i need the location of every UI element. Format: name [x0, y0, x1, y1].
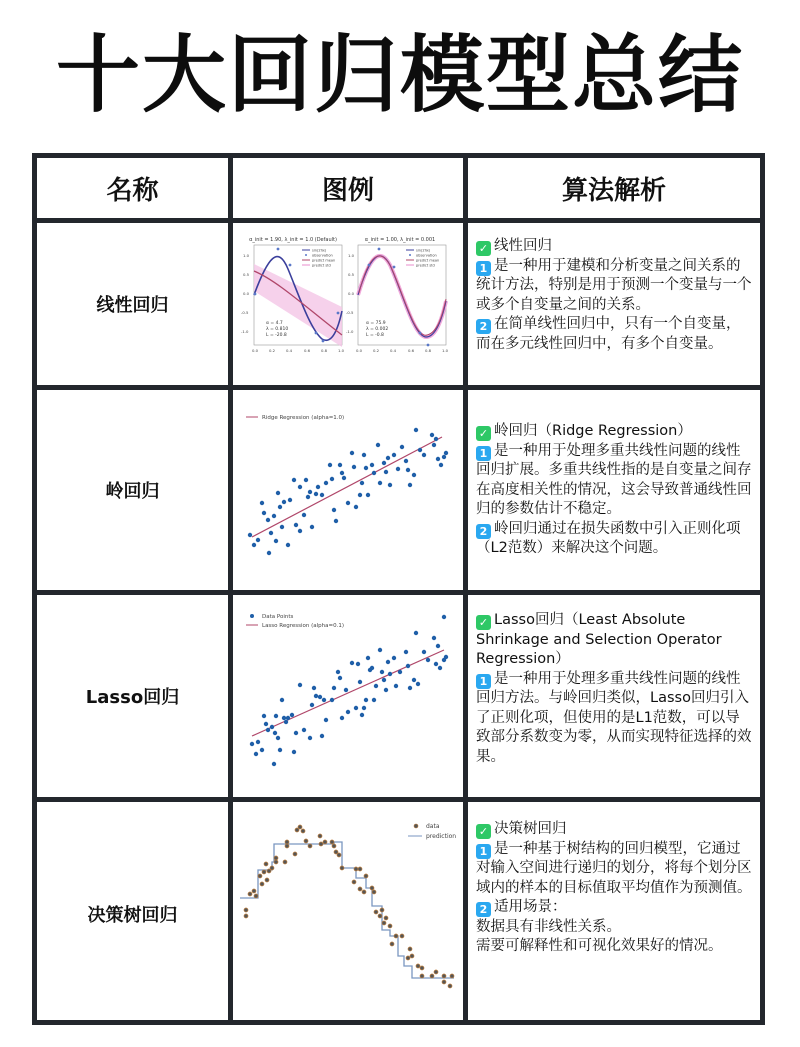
svg-text:sin(2πx): sin(2πx): [416, 248, 431, 253]
svg-text:0.5: 0.5: [243, 272, 250, 277]
ridge-scatter-plot: [238, 395, 458, 585]
svg-text:1.0: 1.0: [243, 253, 250, 258]
svg-text:observation: observation: [416, 253, 437, 258]
number-1-icon: 1: [476, 844, 491, 859]
svg-text:α = 4.7: α = 4.7: [266, 321, 283, 326]
svg-text:0.0: 0.0: [356, 348, 363, 353]
svg-text:observation: observation: [312, 253, 333, 258]
number-2-icon: 2: [476, 319, 491, 334]
svg-text:0.4: 0.4: [390, 348, 397, 353]
row-name-decision-tree: 决策树回归: [87, 904, 178, 926]
number-1-icon: 1: [476, 674, 491, 689]
svg-text:λ = 0.810: λ = 0.810: [266, 327, 289, 332]
svg-text:Data Points: Data Points: [262, 614, 294, 620]
analysis-ridge: ✓ 岭回归（Ridge Regression） 1 是一种用于处理多重共线性问题的线性回归扩展。多重共线性指的是自变量之间存在高度相关性的情况，这会导致普通线性回归的参数估计不稳定。 2 岭回归通过在损失函数中引入正则化项（L2范数）来解决这个问题。: [476, 423, 752, 556]
row-name-lasso: Lasso回归: [85, 687, 180, 708]
figure-linear-regression: [233, 223, 463, 385]
analysis-lasso: ✓ Lasso回归（Least Absolute Shrinkage and Selection Operator Regression） 1 是一种用于处理多重共线性问题的线性回归方法。与岭回归类似，Lasso回归引入了正则化项，但使用的是L1范数，可以导致部分系数变为零，从而实现特征选择的效果。: [476, 612, 752, 765]
check-icon: ✓: [476, 241, 491, 256]
svg-text:α = 75.9: α = 75.9: [366, 321, 386, 326]
decision-tree-step-plot: [236, 806, 461, 1021]
svg-text:L = -0.8: L = -0.8: [366, 333, 384, 338]
analysis-linear: ✓ 线性回归 1 是一种用于建模和分析变量之间关系的统计方法，特别是用于预测一个变量与一个或多个自变量之间的关系。 2 在简单线性回归中，只有一个自变量，而在多元线性回归中，有多个自变量。: [476, 238, 752, 352]
svg-text:0.8: 0.8: [321, 348, 328, 353]
check-icon: ✓: [476, 615, 491, 630]
svg-text:-0.5: -0.5: [241, 310, 249, 315]
bayesian-linear-plot: [238, 229, 458, 379]
number-2-icon: 2: [476, 902, 491, 917]
check-icon: ✓: [476, 824, 491, 839]
svg-text:0.6: 0.6: [304, 348, 311, 353]
svg-text:0.0: 0.0: [348, 291, 355, 296]
svg-text:Ridge Regression (alpha=1.0): Ridge Regression (alpha=1.0): [262, 415, 345, 421]
analysis-decision-tree: ✓ 决策树回归 1 是一种基于树结构的回归模型，它通过对输入空间进行递归的划分，将每个划分区域内的样本的目标值取平均值作为预测值。 2 适用场景： 数据具有非线性关系。 需要可解释性和可视化效果好的情况。: [468, 802, 760, 1025]
row-name-ridge: 岭回归: [105, 481, 160, 502]
number-1-icon: 1: [476, 446, 491, 461]
scenario-line: 数据具有非线性关系。: [476, 918, 621, 935]
svg-text:L = -20.8: L = -20.8: [266, 333, 287, 338]
svg-text:-1.0: -1.0: [346, 329, 354, 334]
svg-text:predict mean: predict mean: [312, 258, 336, 263]
svg-text:0.4: 0.4: [286, 348, 293, 353]
svg-text:predict std: predict std: [416, 263, 435, 268]
lasso-scatter-plot: [238, 600, 458, 792]
number-1-icon: 1: [476, 261, 491, 276]
summary-table: [32, 153, 765, 1025]
svg-text:1.0: 1.0: [442, 348, 449, 353]
figure-decision-tree-regression: [233, 802, 463, 1025]
svg-text:0.2: 0.2: [269, 348, 276, 353]
svg-text:0.0: 0.0: [243, 291, 250, 296]
row-name-linear: 线性回归: [96, 295, 169, 316]
scenario-line: 需要可解释性和可视化效果好的情况。: [476, 938, 723, 954]
svg-text:prediction: prediction: [425, 833, 456, 840]
svg-text:0.5: 0.5: [348, 272, 355, 277]
svg-text:-0.5: -0.5: [346, 310, 354, 315]
number-2-icon: 2: [476, 524, 491, 539]
svg-text:α_init = 1.90, λ_init = 1.0 (D: α_init = 1.90, λ_init = 1.0 (Default): [249, 237, 337, 243]
svg-text:sin(2πx): sin(2πx): [312, 248, 327, 253]
svg-text:predict std: predict std: [312, 263, 331, 268]
header-analysis: 算法解析: [561, 175, 666, 206]
svg-text:data: data: [425, 823, 440, 830]
svg-text:1.0: 1.0: [338, 348, 345, 353]
header-name: 名称: [106, 175, 159, 206]
svg-text:0.2: 0.2: [373, 348, 380, 353]
svg-text:0.0: 0.0: [252, 348, 259, 353]
svg-text:Lasso Regression (alpha=0.1): Lasso Regression (alpha=0.1): [262, 623, 345, 629]
svg-text:0.6: 0.6: [408, 348, 415, 353]
svg-text:1.0: 1.0: [348, 253, 355, 258]
figure-ridge-regression: [233, 390, 463, 590]
svg-text:predict mean: predict mean: [416, 258, 440, 263]
svg-text:α_init = 1.00, λ_init = 0.001: α_init = 1.00, λ_init = 0.001: [364, 237, 436, 243]
figure-lasso-regression: [233, 595, 463, 797]
svg-text:-1.0: -1.0: [241, 329, 249, 334]
page-title: 十大回归模型总结: [55, 26, 744, 124]
svg-text:0.8: 0.8: [425, 348, 432, 353]
header-figure: 图例: [321, 175, 374, 206]
svg-text:λ = 0.002: λ = 0.002: [366, 327, 389, 332]
check-icon: ✓: [476, 426, 491, 441]
